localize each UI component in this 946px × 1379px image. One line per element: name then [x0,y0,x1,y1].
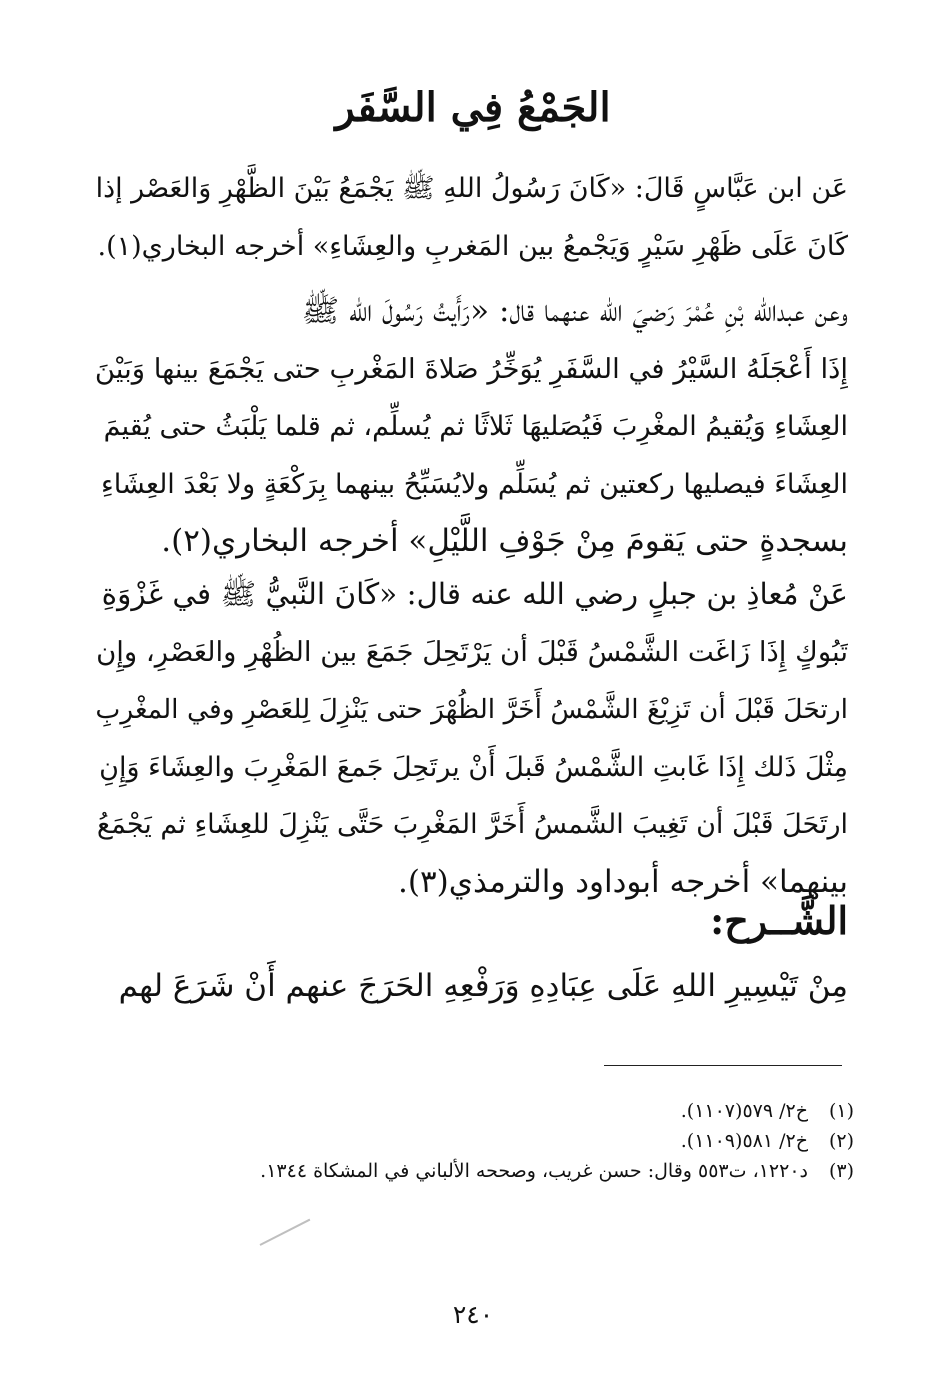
footnote-number: (١) [828,1100,854,1122]
hadith-muadh [92,566,848,911]
text-line: ارتَحَلَ قَبْلَ أن تَغِيبَ الشَّمسُ أَخَرَّ المَغْرِبَ حَتَّى يَنْزِلَ للعِشَاءِ ثم يَجْمَعُ [96,809,848,840]
footnotes [98,1096,854,1186]
page-title: الجَمْعُ فِي السَّفَر [335,84,611,131]
text-line: مِنْ تَيْسِيرِ اللهِ عَلَى عِبَادِهِ وَرَفْعِهِ الحَرَجَ عنهم أَنْ شَرَعَ لهم [118,968,848,1004]
sharh-heading: الشَّــرح: [710,898,848,943]
footnote-divider [604,1065,842,1066]
hadith-ibn-umar [92,283,848,571]
text-line: ارتحَلَ قَبْلَ أن تَزِيْغَ الشَّمْسُ أَخَرَّ الظُهْرَ حتى يَنْزِلَ لِلعَصْرِ وفي المغْرِبِ [95,694,848,725]
footnote [98,1156,854,1186]
hadith-ibn-abbas [92,160,848,275]
text-line: بينهما» أخرجه أبوداود والترمذي(٣). [398,863,848,900]
text-line: العِشَاءِ وَيُقيمُ المغْرِبَ فَيُصَليهَا ثَلاثًا ثم يُسلِّم، ثم قلما يَلْبَثُ حتى يُقيمَ [103,411,848,442]
text-line: كَانَ عَلَى ظَهْرِ سَيْرٍ وَيَجْمعُ بين المَغربِ والعِشَاءِ» أخرجه البخاري(١). [97,230,848,262]
page-number: ٢٤٠ [452,1300,494,1329]
text-line: عَنْ مُعاذِ بن جبلٍ رضي الله عنه قال: «كَانَ النَّبيُّ ﷺ في غَزْوَةِ [101,577,848,611]
text-line: العِشَاءَ فيصليها ركعتين ثم يُسَلِّم ولايُسَبِّحُ بينهما بِرَكْعَةٍ ولا بَعْدَ العِشَاءِ [101,468,848,500]
footnote [98,1096,854,1126]
footnote-number: (٢) [828,1130,854,1152]
scan-artifact [260,1219,311,1246]
text-line: وعن عبدالله بْنِ عُمْرَ رَضيَ الله عنهما قال: «رَأَيتُ رَسُولَ الله ﷺ [301,293,848,329]
sharh-text [92,958,848,1016]
text-line: عَن ابن عَبَّاسٍ قَالَ: «كَانَ رَسُولُ اللهِ ﷺ يَجْمَعُ بَيْنَ الظَّهْرِ وَالعَصْر إذا [95,173,848,204]
text-line: مِثْلَ ذَلك إِذَا غَابتِ الشَّمْسُ قَبلَ أَنْ يرتَحِلَ جَمعَ المَغْرِبَ والعِشَاءَ وَإِنِ [99,751,848,783]
footnote-text: خ٢/ ٥٨١(١١٠٩). [680,1130,808,1152]
footnote-text: د١٢٢٠، ت٥٥٣ وقال: حسن غريب، وصححه الألباني في المشكاة ١٣٤٤. [260,1160,808,1182]
footnote-text: خ٢/ ٥٧٩(١١٠٧). [680,1100,808,1122]
text-line: بسجدةٍ حتى يَقومَ مِنْ جَوْفِ اللَّيْلِ» أخرجه البخاري(٢). [161,523,848,559]
text-line: إِذَا أَعْجَلَهُ السَّيْرُ في السَّفَرِ يُوَخِّرُ صَلاةَ المَغْربِ حتى يَجْمَعَ بينها وَبَيْنَ [94,352,848,385]
footnote [98,1126,854,1156]
text-line: تَبُوكٍ إِذَا زَاغَت الشَّمْسُ قَبْلَ أن يَرْتَحِلَ جَمَعَ بين الظُهْرِ والعَصْرِ، وإِن [96,635,848,668]
footnote-number: (٣) [828,1160,854,1182]
